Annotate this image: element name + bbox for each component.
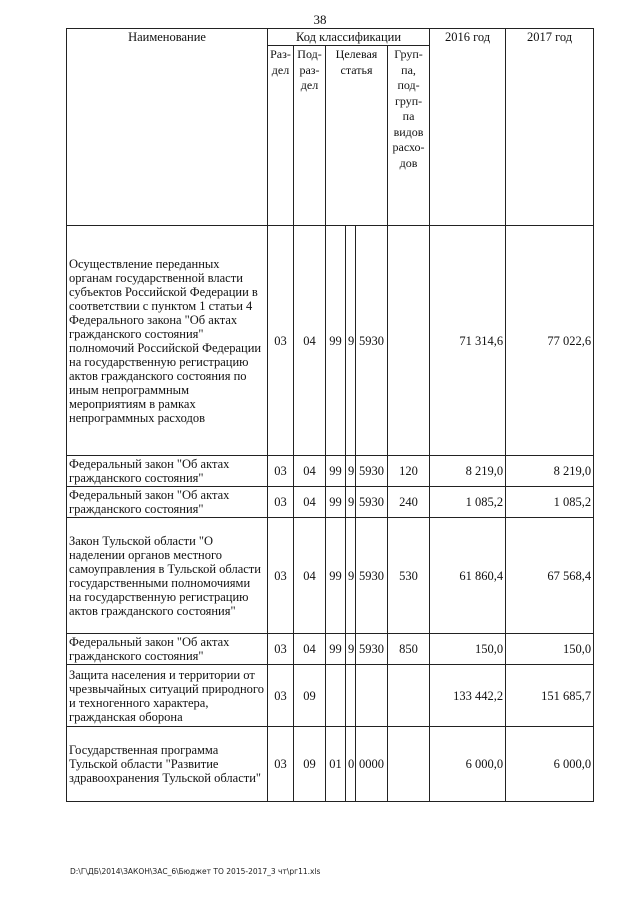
row-name: Федеральный закон "Об актах гражданского состояния" — [67, 487, 268, 518]
column-header-code: Код классификации — [268, 29, 430, 46]
row-target-direction: 0000 — [356, 727, 388, 802]
row-value-2017: 151 685,7 — [506, 665, 594, 727]
column-header-section: Раз- дел — [268, 46, 294, 226]
row-section: 03 — [268, 226, 294, 456]
row-target-subprogram: 9 — [346, 456, 356, 487]
row-section: 03 — [268, 518, 294, 634]
row-target-subprogram — [346, 665, 356, 727]
row-group: 240 — [388, 487, 430, 518]
row-group — [388, 727, 430, 802]
row-target-direction: 5930 — [356, 487, 388, 518]
row-target-program — [326, 665, 346, 727]
row-name: Государственная программа Тульской области "Развитие здравоохранения Тульской области" — [67, 727, 268, 802]
row-subsection: 09 — [294, 665, 326, 727]
row-name: Закон Тульской области "О наделении органов местного самоуправления в Тульской области государственными полномочиями на государственную регистрацию актов гражданского состояния" — [67, 518, 268, 634]
row-value-2017: 150,0 — [506, 634, 594, 665]
row-target-direction: 5930 — [356, 226, 388, 456]
row-value-2017: 6 000,0 — [506, 727, 594, 802]
row-target-direction: 5930 — [356, 634, 388, 665]
row-name: Защита населения и территории от чрезвычайных ситуаций природного и техногенного характера, гражданская оборона — [67, 665, 268, 727]
file-path-footer: D:\Г\ДБ\2014\ЗАКОН\ЗАС_6\Бюджет ТО 2015-2017_3 чт\рг11.xls — [70, 867, 321, 876]
column-header-2017: 2017 год — [506, 29, 594, 226]
row-target-program: 99 — [326, 634, 346, 665]
row-value-2016: 71 314,6 — [430, 226, 506, 456]
row-group: 530 — [388, 518, 430, 634]
row-section: 03 — [268, 665, 294, 727]
table-row — [67, 487, 594, 518]
row-group: 850 — [388, 634, 430, 665]
row-target-subprogram: 0 — [346, 727, 356, 802]
table-row — [67, 634, 594, 665]
row-target-direction: 5930 — [356, 456, 388, 487]
row-target-program: 99 — [326, 456, 346, 487]
row-group: 120 — [388, 456, 430, 487]
row-value-2017: 8 219,0 — [506, 456, 594, 487]
row-name: Федеральный закон "Об актах гражданского состояния" — [67, 634, 268, 665]
row-value-2016: 133 442,2 — [430, 665, 506, 727]
row-subsection: 04 — [294, 634, 326, 665]
column-header-2016: 2016 год — [430, 29, 506, 226]
table-row — [67, 665, 594, 727]
row-target-subprogram: 9 — [346, 634, 356, 665]
row-value-2016: 8 219,0 — [430, 456, 506, 487]
row-subsection: 04 — [294, 456, 326, 487]
row-value-2016: 150,0 — [430, 634, 506, 665]
row-target-subprogram: 9 — [346, 226, 356, 456]
table-row — [67, 727, 594, 802]
table-row — [67, 518, 594, 634]
row-section: 03 — [268, 727, 294, 802]
header-row-top — [67, 29, 594, 46]
row-subsection: 09 — [294, 727, 326, 802]
row-group — [388, 226, 430, 456]
row-value-2017: 67 568,4 — [506, 518, 594, 634]
row-value-2016: 61 860,4 — [430, 518, 506, 634]
column-header-group: Груп- па, под- груп- па видов расхо- дов — [388, 46, 430, 226]
row-name: Осуществление переданных органам государственной власти субъектов Российской Федерации в соответствии с пунктом 1 статьи 4 Федерального закона "Об актах гражданского состояния" полномочий Российской Федерации на государственную регистрацию актов гражданского состояния по иным непрограммным мероприятиям в рамках непрограммных расходов — [67, 226, 268, 456]
row-target-program: 99 — [326, 487, 346, 518]
table-row — [67, 456, 594, 487]
row-target-program: 01 — [326, 727, 346, 802]
row-section: 03 — [268, 634, 294, 665]
row-target-program: 99 — [326, 518, 346, 634]
row-target-subprogram: 9 — [346, 487, 356, 518]
row-target-subprogram: 9 — [346, 518, 356, 634]
row-subsection: 04 — [294, 487, 326, 518]
row-value-2016: 6 000,0 — [430, 727, 506, 802]
row-group — [388, 665, 430, 727]
row-value-2017: 77 022,6 — [506, 226, 594, 456]
row-value-2017: 1 085,2 — [506, 487, 594, 518]
table-row — [67, 226, 594, 456]
row-subsection: 04 — [294, 226, 326, 456]
row-target-program: 99 — [326, 226, 346, 456]
row-name: Федеральный закон "Об актах гражданского состояния" — [67, 456, 268, 487]
row-value-2016: 1 085,2 — [430, 487, 506, 518]
row-target-direction — [356, 665, 388, 727]
row-section: 03 — [268, 456, 294, 487]
row-subsection: 04 — [294, 518, 326, 634]
column-header-target: Целевая статья — [326, 46, 388, 226]
column-header-subsection: Под- раз- дел — [294, 46, 326, 226]
row-section: 03 — [268, 487, 294, 518]
column-header-name: Наименование — [67, 29, 268, 226]
row-target-direction: 5930 — [356, 518, 388, 634]
page-number: 38 — [313, 12, 327, 27]
budget-table — [66, 28, 594, 802]
